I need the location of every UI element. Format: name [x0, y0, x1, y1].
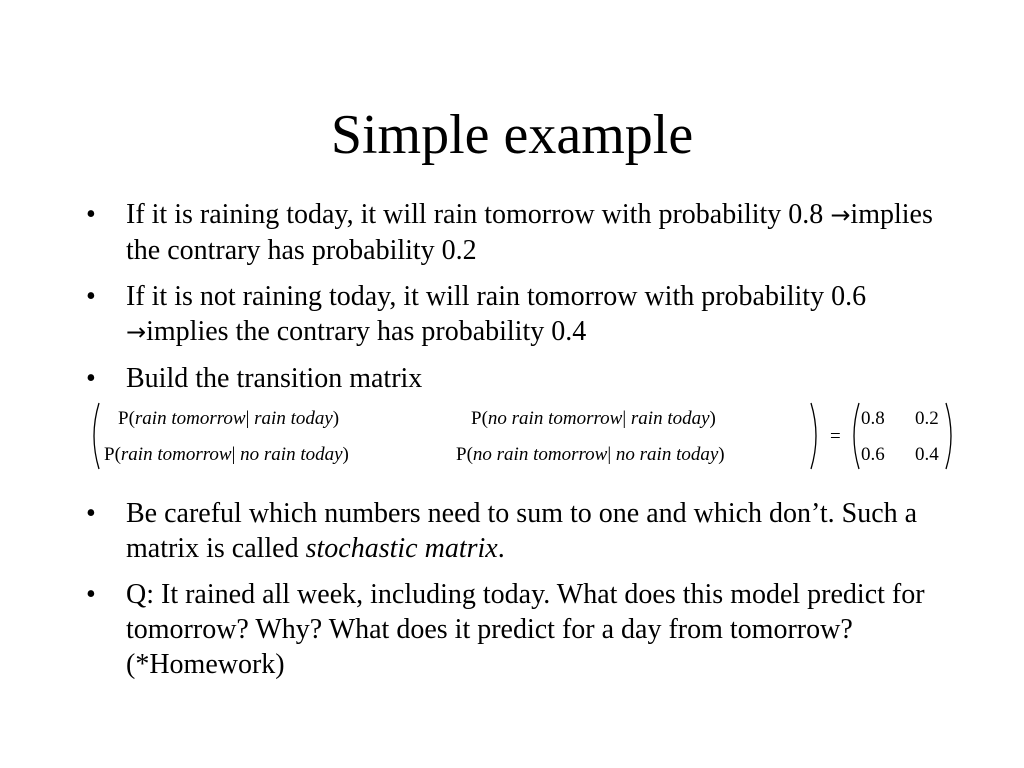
bullet-text: Be careful which numbers need to sum to one and which don’t. Such a matrix is called [126, 498, 918, 564]
bullet-text: Q: It rained all week, including today. What does this model predict for tomorrow? Why? What does it predict for a day from tomorrow? (*Homework) [126, 579, 925, 680]
arrow-right-icon: → [126, 318, 147, 346]
matrix-value: 0.2 [915, 408, 939, 429]
right-paren-icon [810, 402, 822, 470]
matrix-value: 0.6 [861, 444, 885, 465]
left-paren-icon [848, 402, 860, 470]
matrix-cell: P(rain tomorrow| rain today) [118, 408, 340, 429]
bullet-text: implies the contrary has probability 0.4 [146, 316, 587, 347]
matrix-value: 0.4 [915, 444, 939, 465]
bullet-item [78, 197, 958, 268]
bullet-text: Build the transition matrix [126, 363, 423, 394]
equals-sign: = [830, 426, 841, 447]
matrix-cell: P(rain tomorrow| no rain today) [104, 444, 349, 465]
bullet-item [78, 496, 958, 566]
bullet-dot: • [86, 363, 96, 394]
slide-title: Simple example [330, 104, 694, 166]
bullet-item [78, 577, 958, 682]
bullet-item [78, 279, 958, 350]
bullet-text: If it is not raining today, it will rain tomorrow with probability 0.6 [126, 281, 867, 312]
bullet-list-top [78, 197, 958, 407]
arrow-right-icon: → [830, 201, 851, 229]
left-paren-icon [88, 402, 100, 470]
bullet-dot: • [86, 281, 96, 312]
bullet-text: If it is raining today, it will rain tomorrow with probability 0.8 [126, 199, 831, 230]
right-paren-icon [945, 402, 957, 470]
matrix-cell: P(no rain tomorrow| no rain today) [456, 444, 725, 465]
bullet-dot: • [86, 199, 96, 230]
bullet-text: implies the contrary has probability 0.2 [126, 199, 933, 266]
bullet-list-bottom [78, 496, 958, 693]
matrix-cell: P(no rain tomorrow| rain today) [471, 408, 716, 429]
matrix-value: 0.8 [861, 408, 885, 429]
bullet-text: . [497, 533, 505, 564]
transition-matrix [88, 402, 968, 472]
bullet-dot: • [86, 579, 96, 610]
bullet-emphasis: stochastic matrix [305, 533, 498, 564]
bullet-dot: • [86, 498, 96, 529]
bullet-item [78, 361, 958, 396]
